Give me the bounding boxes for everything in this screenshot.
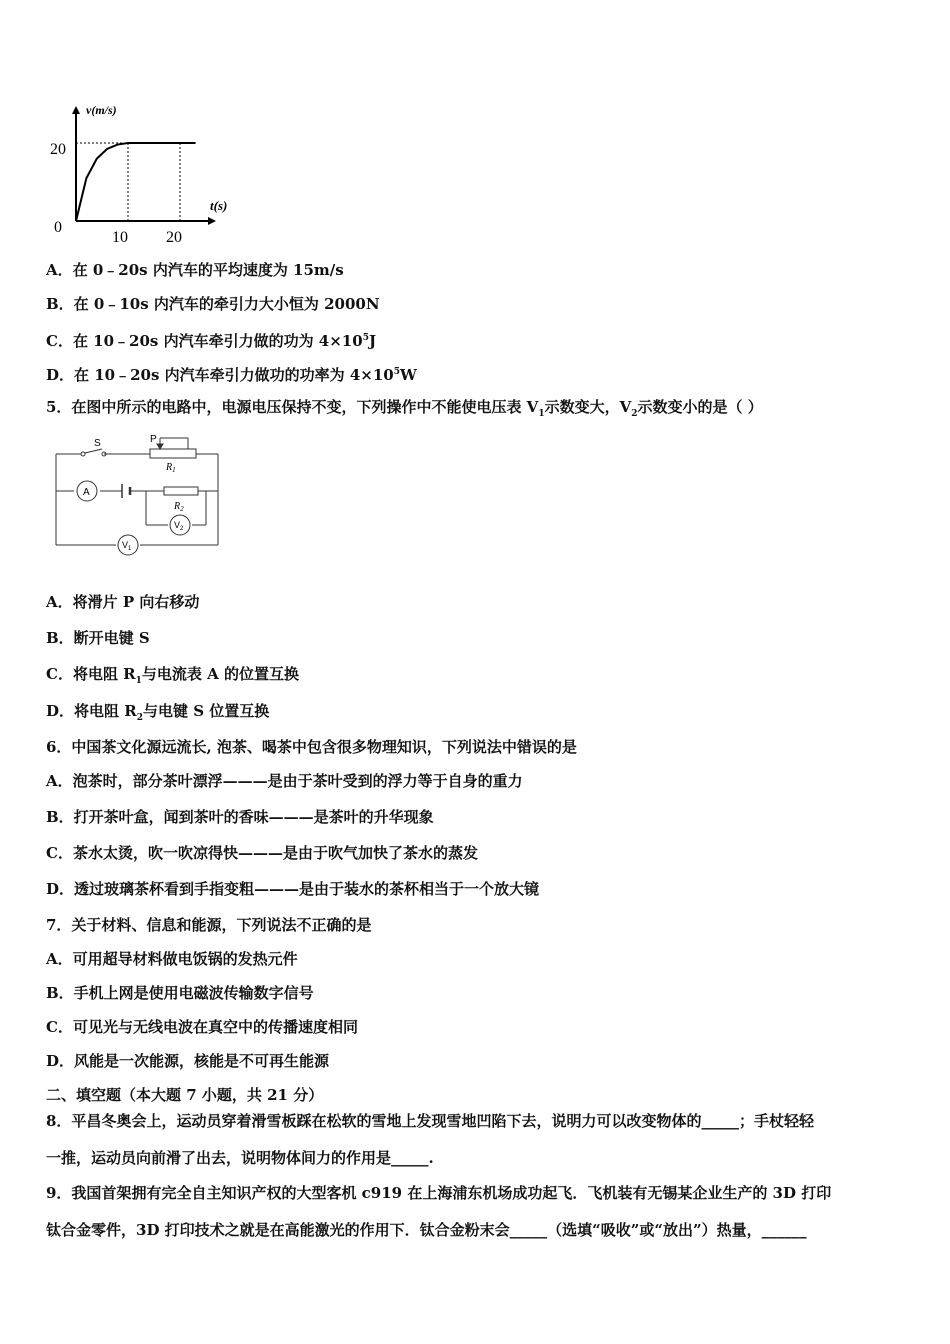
q5-option-c: C．将电阻 $R_1$与电流表 A 的位置互换 — [46, 665, 299, 686]
q4-option-b: B．在 0﹣10s 内汽车的牵引力大小恒为 2000N — [46, 295, 380, 313]
r2-label: $R_2$ — [174, 501, 184, 513]
q7-option-b: B．手机上网是使用电磁波传输数字信号 — [46, 984, 314, 1002]
q6-option-c: C．茶水太烫，吹一吹凉得快———是由于吹气加快了茶水的蒸发 — [46, 844, 478, 862]
q7-option-a: A．可用超导材料做电饭锅的发热元件 — [46, 950, 298, 968]
q6-option-b: B．打开茶叶盒，闻到茶叶的香味———是茶叶的升华现象 — [46, 808, 434, 826]
graph-x-tick-label: 20 — [166, 229, 182, 246]
slider-p — [157, 438, 188, 449]
q9-line-2: 钛合金零件，3D 打印技术之就是在高能激光的作用下．钛合金粉末会_____（选填“吸收”或“放出”）热量，______ — [46, 1221, 807, 1239]
switch-label: S — [94, 438, 101, 449]
resistor-r2 — [164, 487, 198, 495]
q9-line-1: 9．我国首架拥有完全自主知识产权的大型客机 c919 在上海浦东机场成功起飞．飞机装有无锡某企业生产的 3D 打印 — [46, 1184, 832, 1202]
switch-s — [81, 449, 106, 456]
ammeter-label: A — [83, 487, 90, 498]
graph-origin-label: 0 — [54, 219, 62, 236]
q5-option-b: B．断开电键 S — [46, 629, 150, 647]
graph-y-arrow — [72, 106, 80, 114]
velocity-time-graph — [40, 98, 240, 248]
r1-label: $R_1$ — [166, 462, 176, 474]
graph-y-label: v(m/s) — [86, 103, 117, 117]
q6-option-d: D．透过玻璃茶杯看到手指变粗———是由于装水的茶杯相当于一个放大镜 — [46, 880, 540, 898]
q5-option-d: D．将电阻 $R_2$与电键 S 位置互换 — [46, 702, 270, 723]
graph-y-tick-label: 20 — [50, 141, 66, 158]
graph-x-arrow — [208, 217, 216, 225]
graph-plot-area — [76, 143, 196, 221]
q6-option-a: A．泡茶时，部分茶叶漂浮———是由于茶叶受到的浮力等于自身的重力 — [46, 772, 523, 790]
q4-option-d: D．在 10﹣20s 内汽车牵引力做功的功率为 $4\times 10^5W$ — [46, 366, 417, 384]
battery — [122, 484, 130, 498]
v1-label: $V_1$ — [122, 540, 132, 552]
q7-stem: 7．关于材料、信息和能源，下列说法不正确的是 — [46, 916, 372, 934]
resistor-r1 — [150, 449, 196, 458]
q5-option-a: A．将滑片 P 向右移动 — [46, 593, 200, 611]
graph-x-tick-label: 10 — [112, 229, 128, 246]
slider-label: P — [150, 434, 157, 445]
graph-x-label: t(s) — [210, 198, 228, 213]
q7-option-c: C．可见光与无线电波在真空中的传播速度相同 — [46, 1018, 358, 1036]
q7-option-d: D．风能是一次能源，核能是不可再生能源 — [46, 1052, 330, 1070]
circuit-diagram — [46, 432, 236, 560]
q8-line-1: 8．平昌冬奥会上，运动员穿着滑雪板踩在松软的雪地上发现雪地凹陷下去，说明力可以改变物体的_____；手杖轻轻 — [46, 1112, 814, 1130]
q4-option-a: A．在 0﹣20s 内汽车的平均速度为 15m/s — [46, 261, 344, 279]
q6-stem: 6．中国茶文化源远流长, 泡茶、喝茶中包含很多物理知识，下列说法中错误的是 — [46, 738, 577, 756]
q5-stem: 5．在图中所示的电路中，电源电压保持不变，下列操作中不能使电压表 $V_1$示数变大，$V_2$示数变小的是（ ） — [46, 398, 763, 419]
q4-option-c: C．在 10﹣20s 内汽车牵引力做的功为 $4\times 10^5J$ — [46, 332, 377, 350]
velocity-curve — [76, 143, 196, 221]
section-heading: 二、填空题（本大题 7 小题，共 21 分） — [46, 1086, 324, 1104]
q8-line-2: 一推，运动员向前滑了出去，说明物体间力的作用是_____. — [46, 1149, 434, 1167]
v2-label: $V_2$ — [174, 520, 184, 532]
